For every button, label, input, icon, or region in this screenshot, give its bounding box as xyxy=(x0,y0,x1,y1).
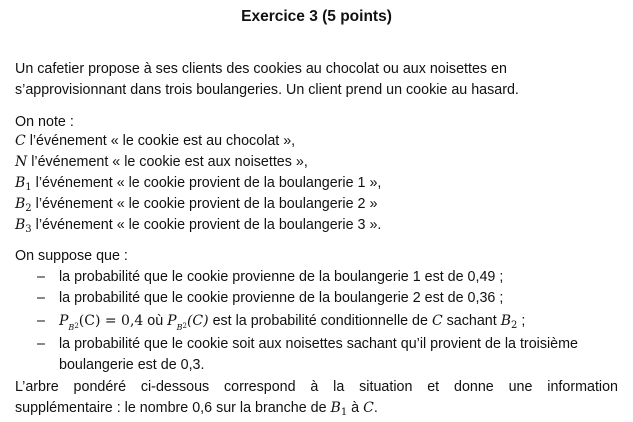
exercise-title: Exercice 3 (5 points) xyxy=(241,8,392,25)
bullet-dash: – xyxy=(37,336,45,352)
note-item-b3 xyxy=(15,216,381,239)
symbol-n: N xyxy=(15,154,28,170)
closing-line-2: supplémentaire : le nombre 0,6 sur la branche de $B_1$ à C. xyxy=(15,400,378,418)
symbol-b3: $B_3$ xyxy=(15,217,32,235)
bullet-text: la probabilité que le cookie provienne de la boulangerie 2 est de 0,36 ; xyxy=(59,290,504,306)
symbol-b2: $B_2$ xyxy=(15,196,32,214)
bullet-text: la probabilité que le cookie soit aux noisettes sachant qu’il provient de la troisième xyxy=(59,336,578,352)
bullet-text: la probabilité que le cookie provienne de la boulangerie 1 est de 0,49 ; xyxy=(59,269,504,285)
bullet-dash: – xyxy=(37,313,45,329)
note-text: l’événement « le cookie est au chocolat », xyxy=(25,133,296,149)
intro-line-2: s’approvisionnant dans trois boulangeries. Un client prend un cookie au hasard. xyxy=(15,82,519,98)
prob-expression: $P_{_B2}(C) = 0,4$ xyxy=(59,313,144,332)
note-text: l’événement « le cookie provient de la boulangerie 2 » xyxy=(31,196,378,212)
note-item-b1 xyxy=(15,174,381,197)
symbol-c: C xyxy=(15,133,26,149)
bullet-4-continued: boulangerie est de 0,3. xyxy=(59,357,205,373)
bullet-text: $P_{_B2}(C) = 0,4$ où $P_{_B2}(C)$ est la probabilité conditionnelle de C sachant $B_2$ ; xyxy=(59,313,526,332)
suppose-heading: On suppose que : xyxy=(15,248,128,264)
note-item-n xyxy=(15,153,308,171)
note-item-c xyxy=(15,132,295,150)
notes-heading: On note : xyxy=(15,114,74,130)
intro-line-1: Un cafetier propose à ses clients des cookies au chocolat ou aux noisettes en xyxy=(15,61,507,77)
bullet-dash: – xyxy=(37,269,45,285)
bullet-dash: – xyxy=(37,290,45,306)
note-text: l’événement « le cookie est aux noisettes », xyxy=(27,154,308,170)
closing-line-1: L’arbre pondéré ci-dessous correspond à la situation et donne une information xyxy=(15,379,618,395)
prob-expression-2: $P_{_B2}(C)$ xyxy=(167,313,209,332)
note-text: l’événement « le cookie provient de la boulangerie 3 ». xyxy=(31,217,382,233)
note-item-b2 xyxy=(15,195,377,218)
note-text: l’événement « le cookie provient de la boulangerie 1 », xyxy=(31,175,382,191)
symbol-b1: $B_1$ xyxy=(15,175,32,193)
